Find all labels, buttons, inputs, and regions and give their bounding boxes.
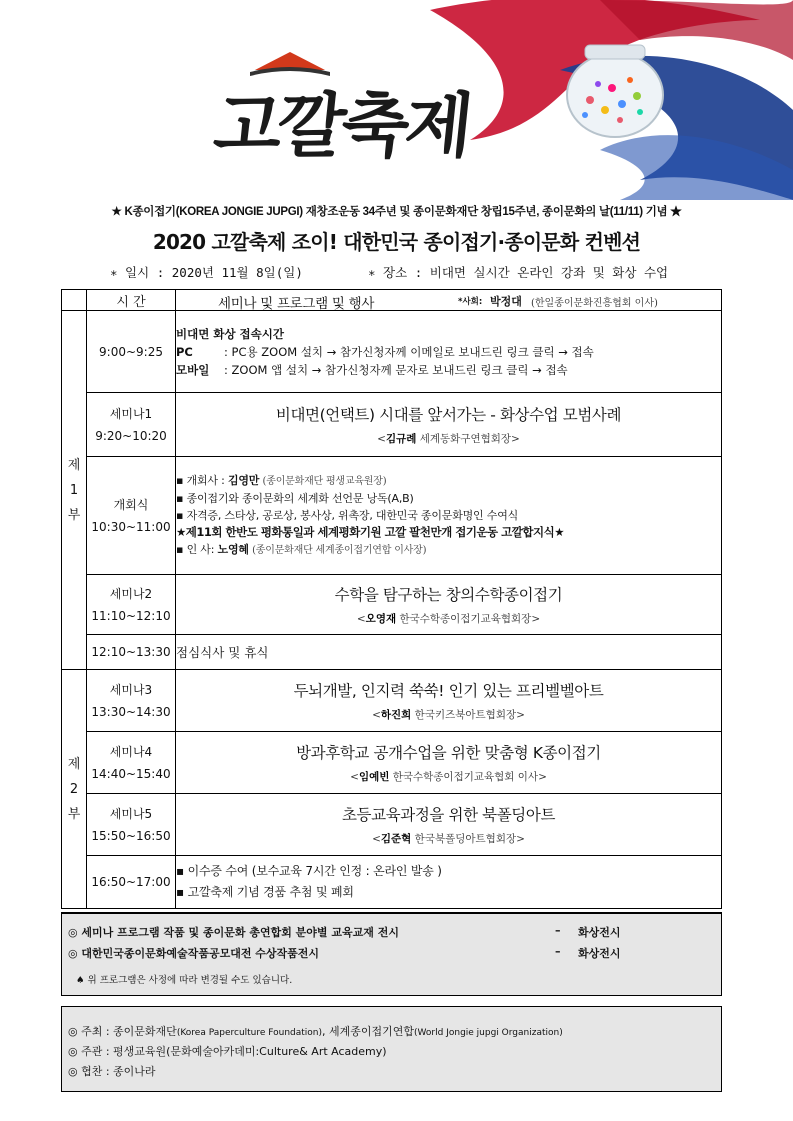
table-header-row	[62, 290, 722, 311]
row-time: 12:10~13:30	[87, 635, 176, 670]
header-time: 시 간	[87, 290, 176, 311]
row-time: 9:00~9:25	[87, 311, 176, 393]
event-place: ∗ 장소 : 비대면 실시간 온라인 강좌 및 화상 수업	[368, 265, 669, 280]
table-row	[62, 670, 722, 732]
exhibit-item-2: ◎ 대한민국종이문화예술작품공모대전 수상작품전시	[68, 947, 320, 960]
opening-ceremony: ▪ 개회사 : 김영만 (종이문화재단 평생교육원장) ▪ 종이접기와 종이문화의 세계화 선언문 낭독(A,B) ▪ 자격증, 스타상, 공로상, 봉사상, 위촉장, 대한민국 종이문화명인 수여식 ★제11회 한반도 평화통일과 세계평화기원 고깔 팔천만개 접기운동 고깔합지식★ ▪ 인 사: 노영혜 (종이문화재단 세계종이접기연합 이사장)	[176, 457, 722, 575]
exhibit-kind-2: 화상전시	[578, 947, 621, 960]
part-2-label: 제 2 부	[62, 670, 87, 909]
seminar-1: 비대면(언택트) 시대를 앞서가는 - 화상수업 모범사례 <김규례 세계동화구연협회장>	[176, 393, 722, 457]
table-row	[62, 393, 722, 457]
row-time: 세미나4 14:40~15:40	[87, 732, 176, 794]
exhibition-box: ◎ 세미나 프로그램 작품 및 종이문화 총연합회 분야별 교육교재 전시 – 화상전시 ◎ 대한민국종이문화예술작품공모대전 수상작품전시 – 화상전시 ♠ 위 프로그램은 사정에 따라 변경될 수도 있습니다.	[61, 912, 722, 996]
row-time: 개회식 10:30~11:00	[87, 457, 176, 575]
organizer-line: ◎ 주관 : 평생교육원(문화예술아카데미:Culture& Art Academy)	[68, 1045, 387, 1058]
program-table	[61, 289, 722, 909]
part-1-label: 제 1 부	[62, 311, 87, 670]
confetti-jar	[567, 53, 663, 137]
table-row	[62, 575, 722, 635]
closing-ceremony: ▪ 이수증 수여 (보수교육 7시간 인정 : 온라인 발송 ) ▪ 고깔축제 기념 경품 추첨 및 폐회	[176, 856, 722, 909]
seminar-3: 두뇌개발, 인지력 쑥쑥! 인기 있는 프리벨벨아트 <하진희 한국키즈북아트협회장>	[176, 670, 722, 732]
table-row	[62, 457, 722, 575]
row-time: 세미나5 15:50~16:50	[87, 794, 176, 856]
anniversary-line: ★ K종이접기(KOREA JONGIE JUPGI) 재창조운동 34주년 및 종이문화재단 창립15주년, 종이문화의 날(11/11) 기념 ★	[111, 206, 682, 218]
seminar-2: 수학을 탐구하는 창의수학종이접기 <오영재 한국수학종이접기교육협회장>	[176, 575, 722, 635]
table-row	[62, 856, 722, 909]
exhibit-kind-1: 화상전시	[578, 926, 621, 939]
table-row	[62, 794, 722, 856]
row-time: 세미나3 13:30~14:30	[87, 670, 176, 732]
festival-logo: 고깔축제	[210, 84, 474, 167]
online-access-info: 비대면 화상 접속시간 PC : PC용 ZOOM 설치 → 참가신청자께 이메일로 보내드린 링크 클릭 → 접속 모바일 : ZOOM 앱 설치 → 참가신청자께 문자로 보내드린 링크 클릭 → 접속	[176, 311, 722, 393]
event-date: ∗ 일시 : 2020년 11월 8일(일)	[110, 265, 303, 280]
table-row	[62, 311, 722, 393]
page-title: 2020 고깔축제 조이! 대한민국 종이접기·종이문화 컨벤션	[152, 230, 641, 254]
header-program: 세미나 및 프로그램 및 행사 *사회: 박정대 (한일종이문화진흥협회 이사)	[176, 290, 722, 311]
seminar-4: 방과후학교 공개수업을 위한 맞춤형 K종이접기 <임예빈 한국수학종이접기교육협회 이사>	[176, 732, 722, 794]
sponsor-line: ◎ 협찬 : 종이나라	[68, 1065, 156, 1078]
lunch-break: 점심식사 및 휴식	[176, 635, 722, 670]
change-notice: ♠ 위 프로그램은 사정에 따라 변경될 수도 있습니다.	[76, 975, 293, 986]
host-line: ◎ 주최 : 종이문화재단(Korea Paperculture Foundation), 세계종이접기연합(World Jongie jupgi Organization)	[68, 1025, 563, 1038]
row-time: 세미나1 9:20~10:20	[87, 393, 176, 457]
row-time: 16:50~17:00	[87, 856, 176, 909]
exhibit-item-1: ◎ 세미나 프로그램 작품 및 종이문화 총연합회 분야별 교육교재 전시	[68, 926, 399, 939]
table-row	[62, 635, 722, 670]
seminar-5: 초등교육과정을 위한 북폴딩아트 <김준혁 한국북폴딩아트협회장>	[176, 794, 722, 856]
table-row	[62, 732, 722, 794]
row-time: 세미나2 11:10~12:10	[87, 575, 176, 635]
organizers-box	[61, 1006, 722, 1092]
